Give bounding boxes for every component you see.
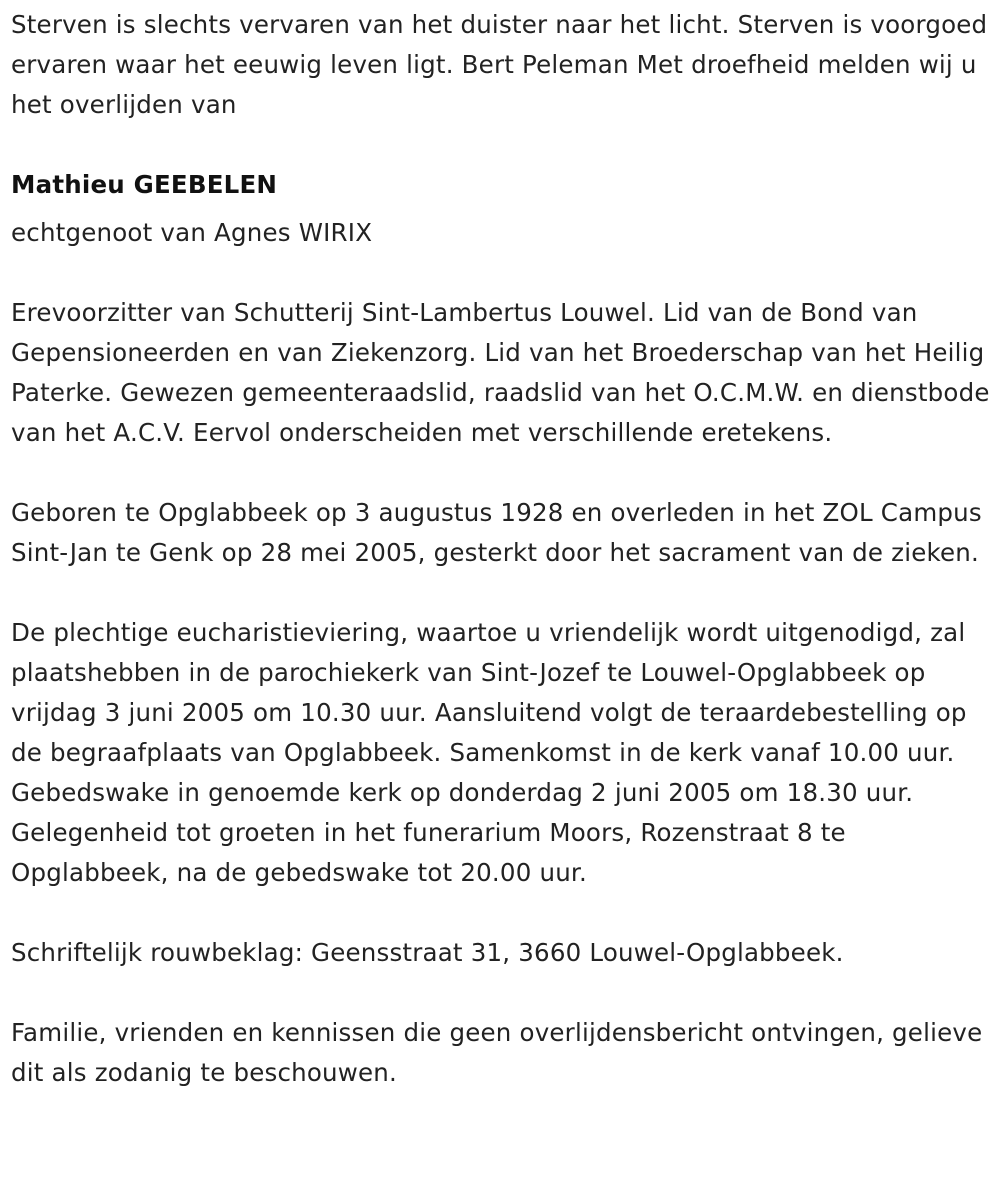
closing-paragraph: Familie, vrienden en kennissen die geen overlijdensbericht ontvingen, gelieve dit als zodanig te beschouwen. (11, 1018, 983, 1087)
birth-death-paragraph: Geboren te Opglabbeek op 3 augustus 1928 en overleden in het ZOL Campus Sint-Jan te Genk op 28 mei 2005, gesterkt door het sacrament van de zieken. (11, 498, 982, 567)
ceremony-paragraph: De plechtige eucharistieviering, waartoe u vriendelijk wordt uitgenodigd, zal plaatshebben in de parochiekerk van Sint-Jozef te Louwel-Opglabbeek op vrijdag 3 juni 2005 om 10.30 uur. Aansluitend volgt de teraardebestelling op de begraafplaats van Opglabbeek. Samenkomst in de kerk vanaf 10.00 uur. Gebedswake in genoemde kerk op donderdag 2 juni 2005 om 18.30 uur. Gelegenheid tot groeten in het funerarium Moors, Rozenstraat 8 te Opglabbeek, na de gebedswake tot 20.00 uur. (11, 618, 967, 887)
roles-paragraph: Erevoorzitter van Schutterij Sint-Lambertus Louwel. Lid van de Bond van Gepensioneerden en van Ziekenzorg. Lid van het Broederschap van het Heilig Paterke. Gewezen gemeenteraadslid, raadslid van het O.C.M.W. en dienstbode van het A.C.V. Eervol onderscheiden met verschillende eretekens. (11, 298, 990, 447)
obituary-notice (11, 5, 991, 1093)
condolences-paragraph: Schriftelijk rouwbeklag: Geensstraat 31, 3660 Louwel-Opglabbeek. (11, 938, 844, 967)
intro-paragraph: Sterven is slechts vervaren van het duister naar het licht. Sterven is voorgoed ervaren waar het eeuwig leven ligt. Bert Peleman Met droefheid melden wij u het overlijden van (11, 10, 988, 119)
deceased-name: Mathieu GEEBELEN (11, 170, 278, 199)
spouse-line: echtgenoot van Agnes WIRIX (11, 218, 373, 247)
